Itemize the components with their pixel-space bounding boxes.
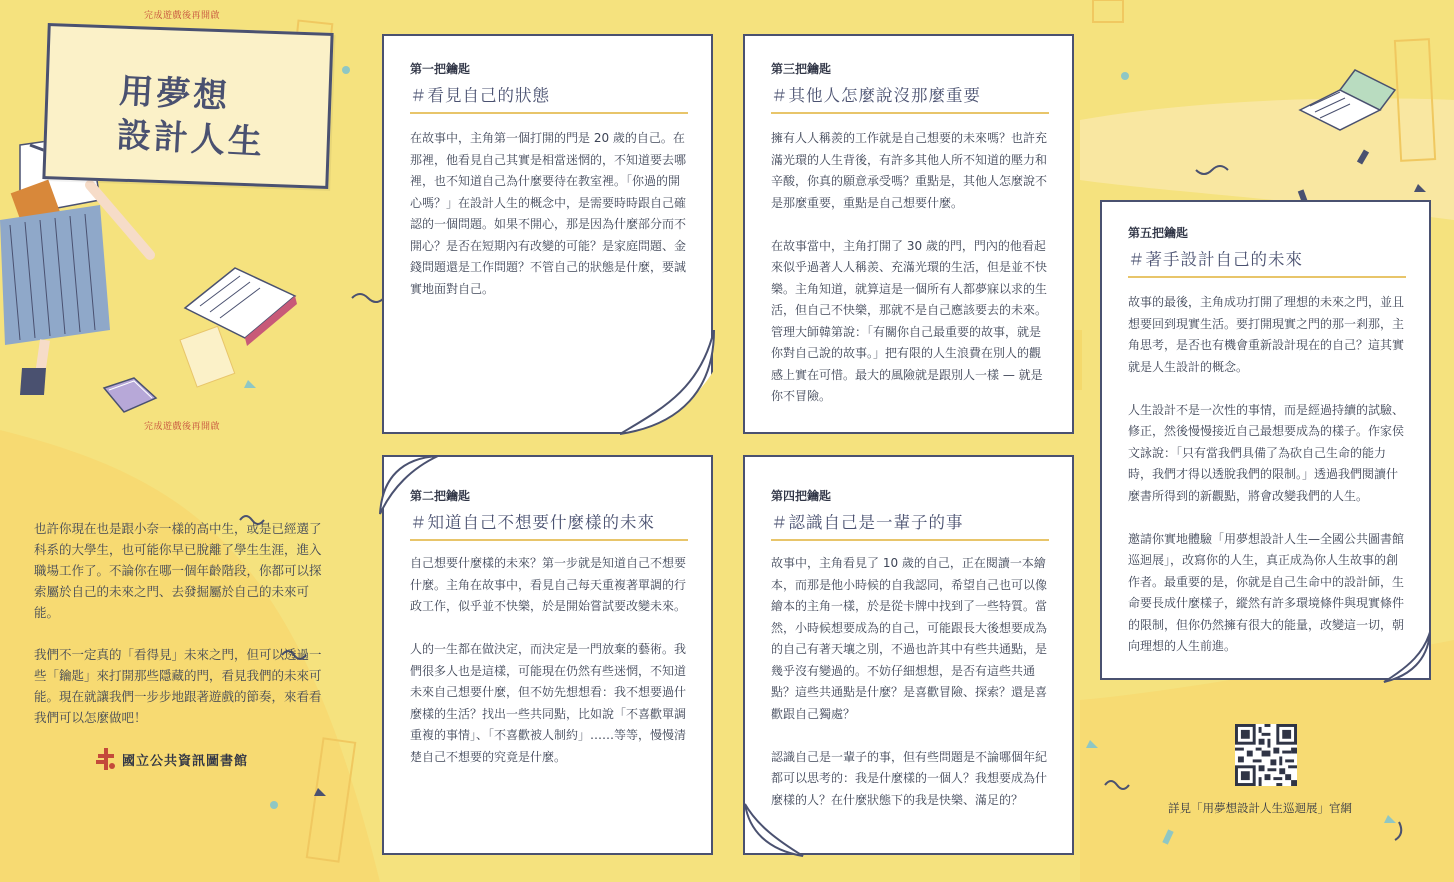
key-body — [410, 553, 688, 790]
qr-caption: 詳見「用夢想設計人生巡迴展」官網 — [1168, 801, 1352, 815]
intro-paragraph: 我們不一定真的「看得見」未來之門，但可以透過一些「鑰匙」來打開那些隱藏的門，看見我們的未來可能。現在就讓我們一步步地跟著遊戲的節奏，來看看我們可以怎麼做吧！ — [34, 647, 322, 725]
key-paragraph: 自己想要什麼樣的未來？第一步就是知道自己不想要什麼。主角在故事中，看見自己每天重複著單調的行政工作，似乎並不快樂，於是開始嘗試要改變未來。 — [410, 556, 687, 613]
key-paragraph: 人生設計不是一次性的事情，而是經過持續的試驗、修正，然後慢慢接近自己最想要成為的樣子。作家侯文詠說：「只有當我們具備了為砍自己生命的能力時，我們才得以透脫我們的限制。」透過我們閱讀什麼書所得到的新觀點，將會改變我們的人生。 — [1128, 402, 1405, 503]
key-heading: ＃知道自己不想要什麼樣的未來 — [410, 513, 655, 532]
library-logo-icon — [96, 748, 116, 770]
key-body — [771, 128, 1049, 429]
heading-underline — [771, 539, 1049, 541]
heading-underline — [410, 112, 688, 114]
heading-underline — [771, 112, 1049, 114]
key-paragraph: 擁有人人稱羨的工作就是自己想要的未來嗎？也許充滿光環的人生背後，有許多其他人所不知道的壓力和辛酸，你真的願意承受嗎？重點是，其他人怎麼說不是那麼重要，重點是自己想要什麼。 — [771, 131, 1048, 210]
key-paragraph: 在故事當中，主角打開了 30 歲的門，門內的他看起來似乎過著人人稱羨、充滿光環的生活，但是並不快樂。主角知道，就算這是一個所有人都夢寐以求的生活，但自己不快樂，那就不是自己應該要去的未來。管理大師韓第說：「有關你自己最重要的故事，就是你對自己說的故事。」把有限的人生浪費在別人的觀感上實在可惜。最大的風險就是跟別人一樣 — 就是你不冒險。 — [771, 238, 1048, 403]
key-label: 第二把鑰匙 — [410, 489, 471, 503]
key-card-3 — [743, 34, 1074, 434]
heading-underline — [1128, 276, 1406, 278]
page-curl — [372, 448, 442, 518]
key-label: 第一把鑰匙 — [410, 62, 471, 76]
key-body — [1128, 292, 1406, 679]
key-label: 第三把鑰匙 — [771, 62, 832, 76]
complete-game-note-top: 完成遊戲後再開啟 — [144, 11, 221, 21]
key-label: 第五把鑰匙 — [1128, 226, 1189, 240]
key-heading: ＃著手設計自己的未來 — [1128, 250, 1303, 269]
key-card-5 — [1100, 200, 1431, 680]
key-label: 第四把鑰匙 — [771, 489, 832, 503]
key-paragraph: 故事中，主角看見了 10 歲的自己，正在閱讀一本繪本，而那是他小時候的自我認同，希望自己也可以像繪本的主角一樣，於是從卡牌中找到了一些特質。當然，小時候想要成為的自己，可能跟長大後想要成為的自己有著天壤之別，不過也許其中有些共通點，是幾乎沒有變過的。不妨仔細想想，是否有這些共通點？這些共通點是什麼？是喜歡冒險、探索？還是喜歡跟自己獨處？ — [771, 556, 1048, 721]
intro-paragraph: 也許你現在也是跟小奈一樣的高中生，或是已經選了科系的大學生，也可能你早已脫離了學生生涯，進入職場工作了。不論你在哪一個年齡階段，你都可以探索屬於自己的未來之門、去發掘屬於自己的未來可能。 — [34, 521, 322, 620]
library-name: 國立公共資訊圖書館 — [122, 753, 249, 769]
complete-game-note-mid: 完成遊戲後再開啟 — [144, 422, 221, 432]
key-heading: ＃其他人怎麼說沒那麼重要 — [771, 86, 981, 105]
page-title — [116, 69, 300, 166]
key-paragraph: 在故事中，主角第一個打開的門是 20 歲的自己。在那裡，他看見自己其實是相當迷惘的，不知道要去哪裡，也不知道自己為什麼要待在教室裡。「你過的開心嗎？」在設計人生的概念中，是需要時時跟自己確認的一個問題。如果不開心，那是因為什麼部分而不開心？是否在短期內有改變的可能？是家庭問題、金錢問題還是工作問題？不管自己的狀態是什麼，要誠實地面對自己。 — [410, 131, 687, 296]
library-logo — [96, 748, 248, 770]
key-paragraph: 故事的最後，主角成功打開了理想的未來之門，並且想要回到現實生活。要打開現實之門的那一剎那，主角思考，是否也有機會重新設計現在的自己？這其實就是人生設計的概念。 — [1128, 295, 1405, 374]
key-card-4 — [743, 455, 1074, 855]
key-heading: ＃看見自己的狀態 — [410, 86, 550, 105]
intro-text — [34, 518, 326, 749]
qr-code[interactable] — [1235, 724, 1297, 786]
key-paragraph: 人的一生都在做決定，而決定是一門放棄的藝術。我們很多人也是這樣，可能現在仍然有些迷惘，不知道未來自己想要什麼，但不妨先想想看：我不想要過什麼樣的生活？找出一些共同點，比如說「不喜歡單調重複的事情」、「不喜歡被人制約」……等等，慢慢清楚自己不想要的究竟是什麼。 — [410, 642, 687, 764]
key-heading: ＃認識自己是一輩子的事 — [771, 513, 964, 532]
key-paragraph: 認識自己是一輩子的事，但有些問題是不論哪個年紀都可以思考的：我是什麼樣的一個人？我想要成為什麼樣的人？在什麼狀態下的我是快樂、滿足的？ — [771, 749, 1048, 807]
page-curl — [737, 800, 807, 862]
key-paragraph: 邀請你實地體驗「用夢想設計人生—全國公共圖書館巡迴展」，改寫你的人生，真正成為你人生故事的創作者。最重要的是，你就是自己生命中的設計師，生命要長成什麼樣子，縱然有許多環境條件與現實條件的限制，但你仍然擁有很大的能量，改變這一切，朝向理想的人生前進。 — [1128, 531, 1405, 653]
heading-underline — [410, 539, 688, 541]
page-curl — [620, 330, 720, 440]
title-line-2: 設計人生 — [115, 115, 266, 163]
title-line-1: 用夢想 — [118, 71, 232, 118]
key-body — [771, 553, 1049, 833]
page-curl — [1380, 630, 1440, 690]
key-body — [410, 128, 686, 322]
